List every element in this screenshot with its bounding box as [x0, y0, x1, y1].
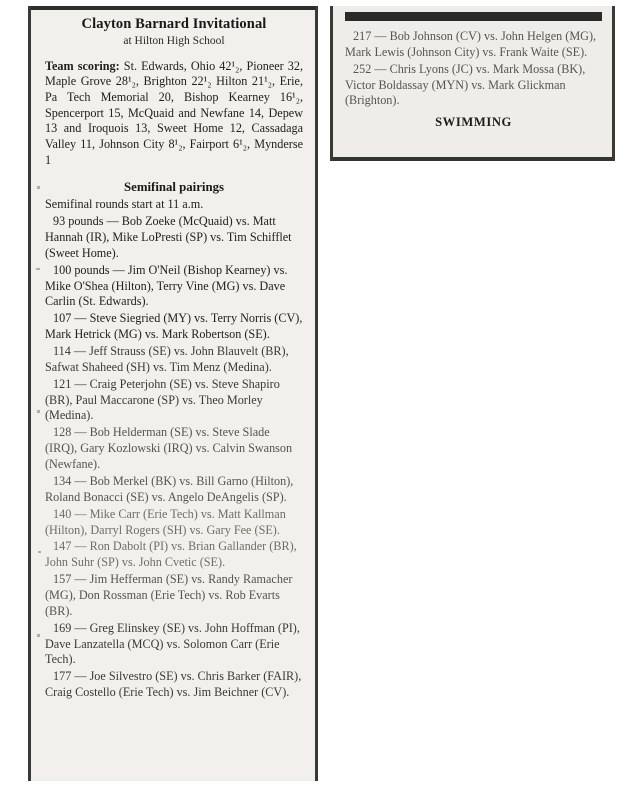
pairing-128: 128 — Bob Helderman (SE) vs. Steve Slade (IRQ), Gary Kozlowski (IRQ) vs. Calvin Swanson (Newfane).: [45, 425, 293, 472]
pairing-140: 140 — Mike Carr (Erie Tech) vs. Matt Kallman (Hilton), Darryl Rogers (SH) vs. Gary Fee (SE).: [45, 506, 286, 537]
pairing-93: 93 pounds — Bob Zoeke (McQuaid) vs. Matt Hannah (IR), Mike LoPresti (SP) vs. Tim Schifflet (Sweet Home).: [45, 214, 292, 260]
pairing-177: 177 — Joe Silvestro (SE) vs. Chris Barker (FAIR), Craig Costello (Erie Tech) vs. Jim Beichner (CV).: [45, 669, 302, 700]
pairing-107: 107 — Steve Siegried (MY) vs. Terry Norris (CV), Mark Hetrick (MG) vs. Mark Robertson (SE).: [45, 311, 303, 342]
pairing-134: 134 — Bob Merkel (BK) vs. Bill Garno (Hilton), Roland Bonacci (SE) vs. Angelo DeAngelis (SP).: [45, 473, 294, 504]
semifinal-start-time: Semifinal rounds start at 11 a.m.: [45, 197, 204, 212]
pairing-217: 217 — Bob Johnson (CV) vs. John Helgen (MG), Mark Lewis (Johnson City) vs. Frank Waite (SE).: [345, 29, 597, 59]
pairing-121: 121 — Craig Peterjohn (SE) vs. Steve Shapiro (BR), Paul Maccarone (SP) vs. Theo Morley (Medina).: [45, 376, 280, 423]
pairing-157: 157 — Jim Hefferman (SE) vs. Randy Ramacher (MG), Don Rossman (Erie Tech) vs. Rob Evarts (BR).: [45, 572, 293, 618]
section-heading-swimming: SWIMMING: [435, 115, 512, 130]
team-scoring-paragraph: [45, 59, 303, 168]
pairing-169: 169 — Greg Elinskey (SE) vs. John Hoffman (PI), Dave Lanzatella (MCQ) vs. Solomon Carr (Erie Tech).: [45, 620, 300, 667]
pairing-114: 114 — Jeff Strauss (SE) vs. John Blauvelt (BR), Safwat Shaheed (SH) vs. Tim Menz (Medina).: [45, 344, 289, 374]
subtitle-venue: at Hilton High School: [123, 34, 225, 47]
team-scoring-label: Team scoring:: [45, 58, 120, 73]
section-heading-semifinal-pairings: Semifinal pairings: [124, 180, 224, 195]
scan-speck: [37, 634, 40, 637]
scan-speck: [36, 268, 40, 270]
page-title: Clayton Barnard Invitational: [81, 16, 267, 32]
pairing-147: 147 — Ron Dabolt (PI) vs. Brian Gallander (BR), John Suhr (SP) vs. John Cvetic (SE).: [45, 539, 297, 570]
scan-speck: [37, 186, 40, 189]
team-scoring-text: St. Edwards, Ohio 42¹₂, Pioneer 32, Maple Grove 28¹₂, Brighton 22¹₂ Hilton 21¹₂, Erie, Pa Tech Memorial 20, Bishop Kearney 16¹₂, Spencerport 15, McQuaid and Newfane 14, Depew 13 and Iroquois 13, Sweet Home 12, Cassadaga Valley 11, Johnson City 8¹₂, Fairport 6¹₂, Mynderse 1: [45, 58, 303, 167]
scan-speck: [37, 410, 40, 413]
clipping-top-rule: [345, 12, 602, 21]
newspaper-clipping-left: [28, 6, 318, 781]
pairing-100: 100 pounds — Jim O'Neil (Bishop Kearney) vs. Mike O'Shea (Hilton), Terry Vine (MG) vs. Dave Carlin (St. Edwards).: [45, 262, 288, 309]
scan-speck: [38, 551, 41, 553]
newspaper-clipping-right: [330, 6, 615, 161]
pairing-252: 252 — Chris Lyons (JC) vs. Mark Mossa (BK), Victor Boldassay (MYN) vs. Mark Glickman (Brighton).: [345, 61, 586, 108]
